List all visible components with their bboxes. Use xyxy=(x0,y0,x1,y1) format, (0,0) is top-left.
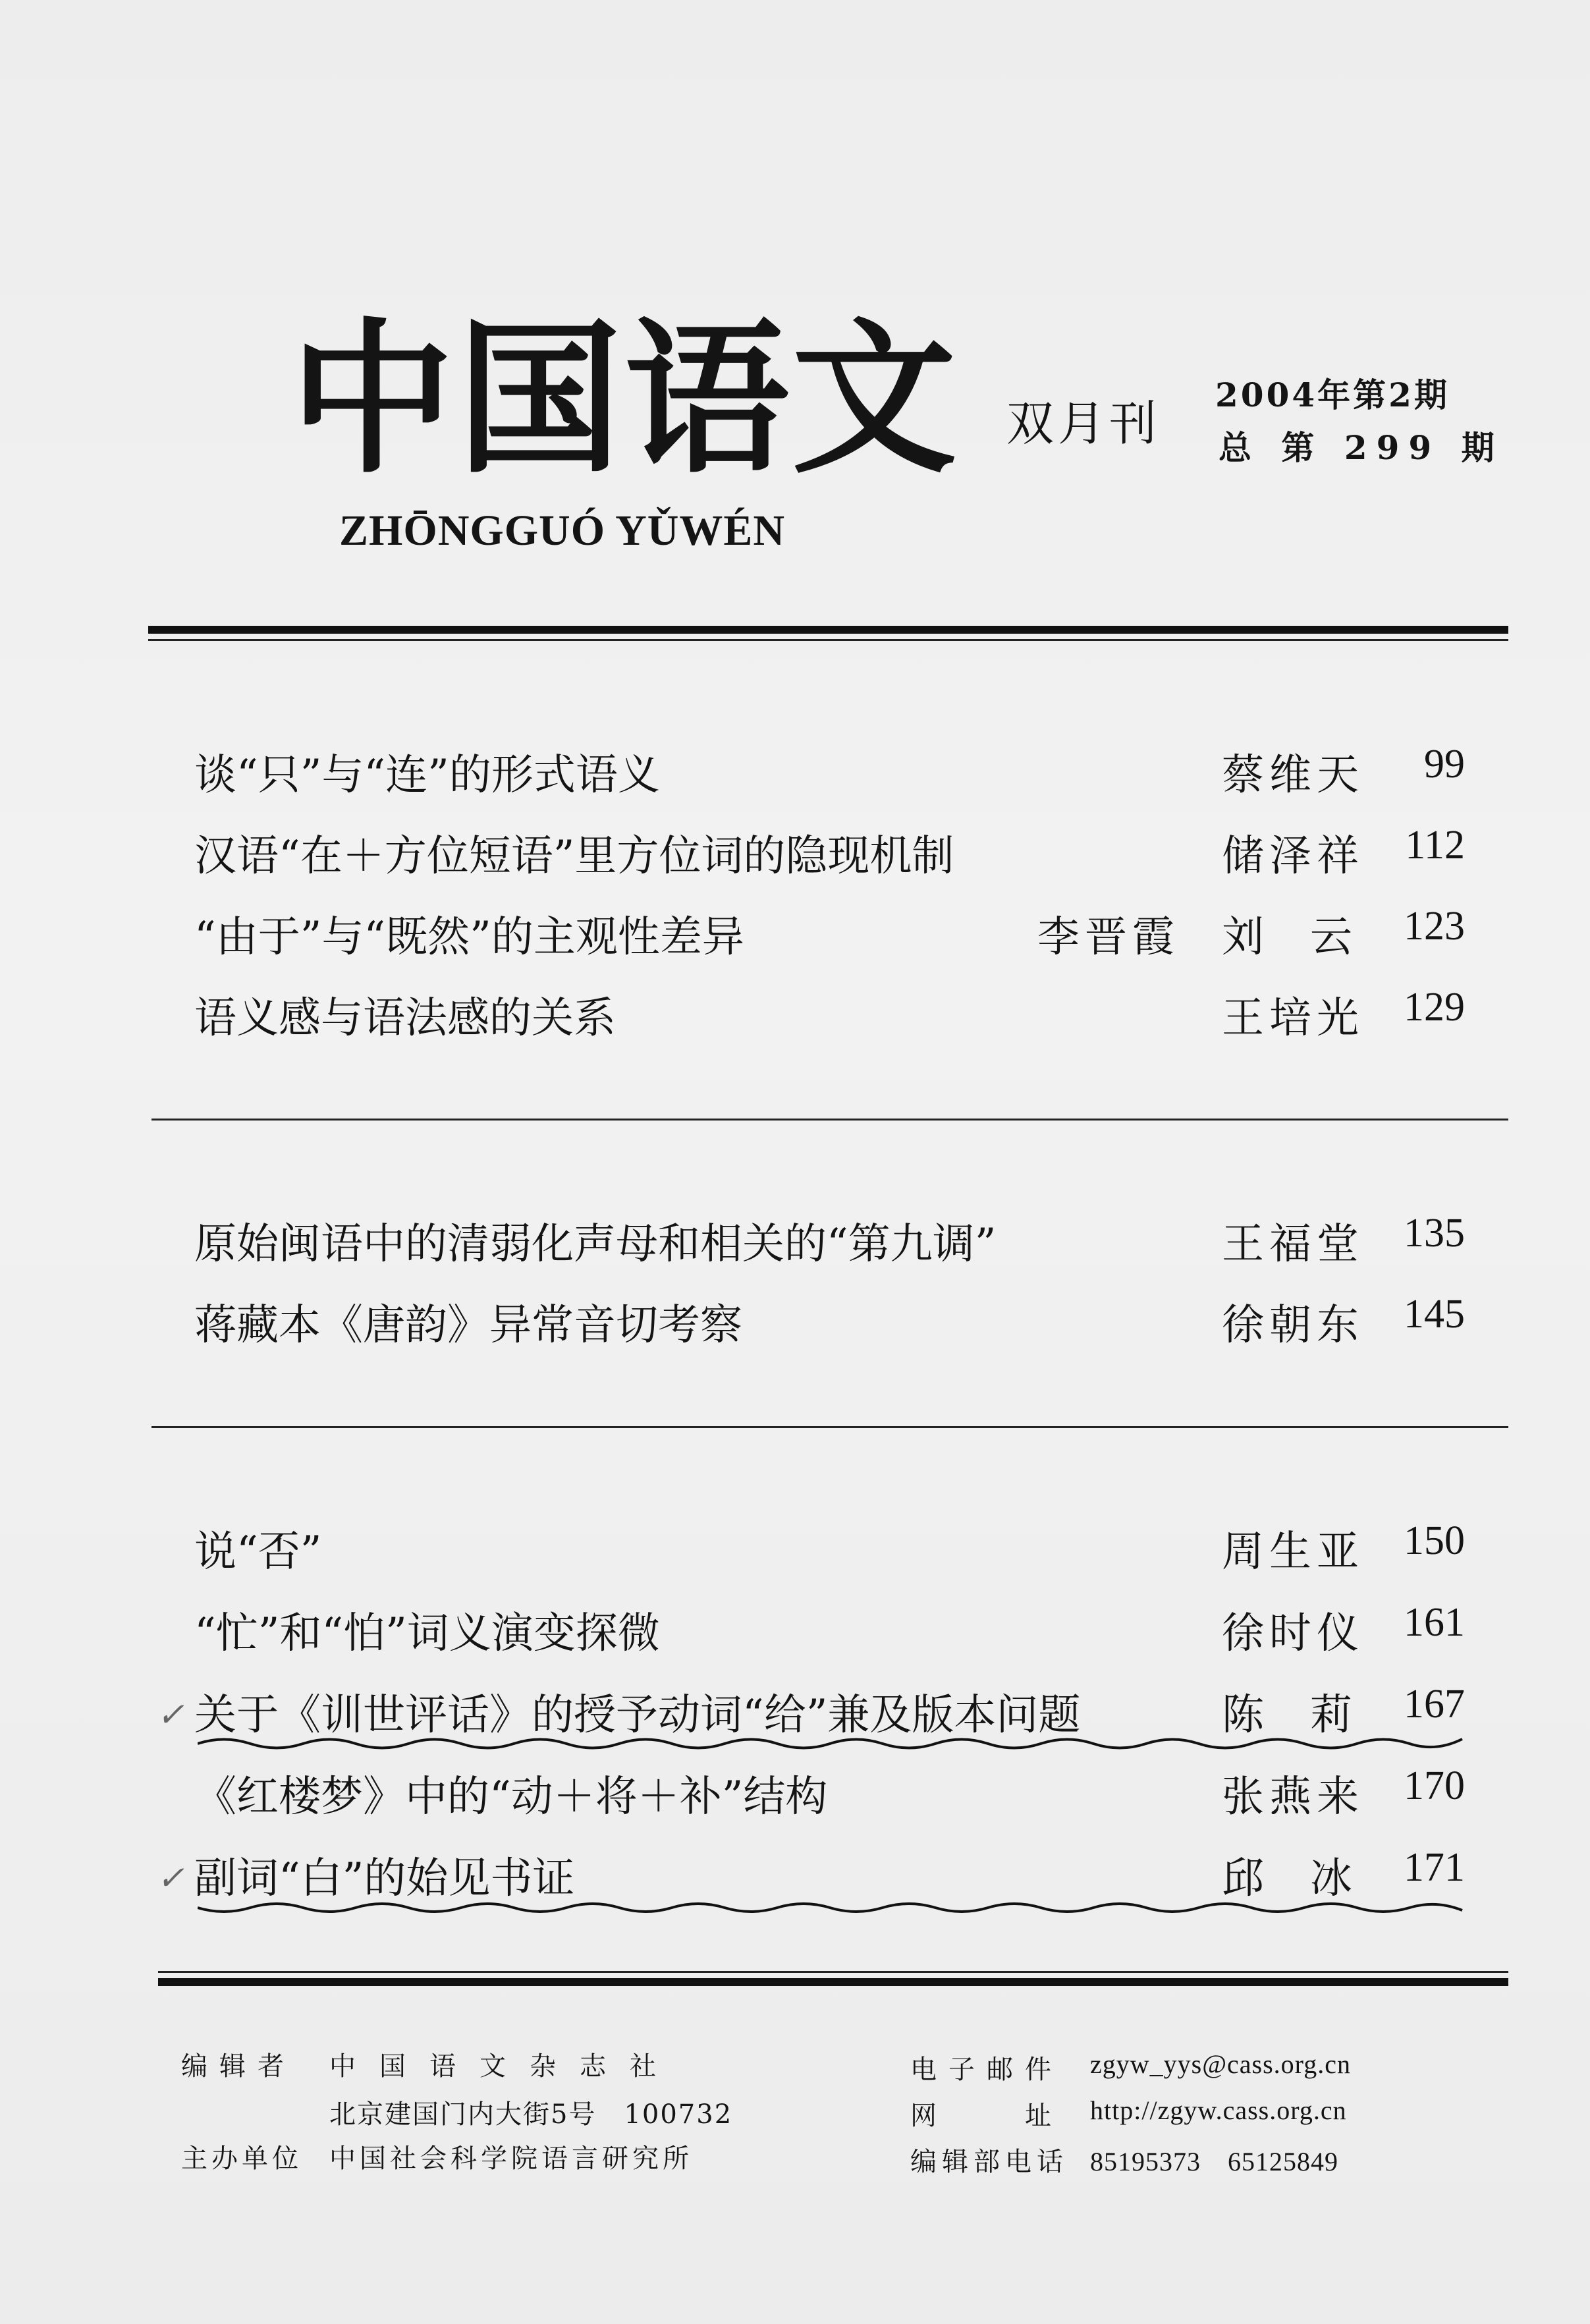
bottom-rule-thin xyxy=(158,1971,1508,1973)
section-divider xyxy=(151,1426,1508,1428)
handwritten-underline xyxy=(198,1898,1475,1918)
page-number: 129 xyxy=(1404,985,1465,1030)
issue-number: 2004年第2期 xyxy=(1215,375,1450,414)
total-issue-number: 总 第 299 期 xyxy=(1219,428,1504,467)
article-author: 徐时仪 xyxy=(1222,1609,1364,1658)
phone-value: 85195373 65125849 xyxy=(1090,2147,1338,2176)
article-title: 副词“白”的始见书证 xyxy=(194,1854,575,1903)
article-author: 陈莉 xyxy=(1222,1691,1398,1740)
bottom-rule-thick xyxy=(158,1978,1508,1986)
page-number: 112 xyxy=(1405,823,1465,868)
editor-address: 北京建国门内大街5号 100732 xyxy=(329,2099,733,2130)
top-rule-thick xyxy=(148,626,1508,634)
article-title: 原始闽语中的清弱化声母和相关的“第九调” xyxy=(194,1220,997,1269)
masthead-title: 中国语文 xyxy=(290,302,959,495)
editor-label: 编辑者 xyxy=(181,2051,296,2082)
check-mark-annotation: ✓ xyxy=(157,1696,184,1734)
publication-frequency: 双月刊 xyxy=(1006,396,1161,451)
toc-entry[interactable] xyxy=(0,903,1590,962)
toc-entry[interactable] xyxy=(0,1210,1590,1269)
article-title: 谈“只”与“连”的形式语义 xyxy=(194,751,660,800)
check-mark-annotation: ✓ xyxy=(157,1859,184,1897)
sponsor-value: 中国社会科学院语言研究所 xyxy=(329,2144,693,2174)
article-author: 张燕来 xyxy=(1222,1773,1364,1821)
phone-label: 编辑部电话 xyxy=(910,2147,1068,2177)
email-value[interactable]: zgyw_yys@cass.org.cn xyxy=(1090,2049,1352,2079)
article-title: 《红楼梦》中的“动＋将＋补”结构 xyxy=(194,1773,828,1821)
article-coauthor: 李晋霞 xyxy=(1037,913,1180,962)
article-title: 语义感与语法感的关系 xyxy=(194,994,616,1043)
editor-value: 中国语文杂志社 xyxy=(329,2051,680,2082)
article-author: 储泽祥 xyxy=(1222,832,1364,881)
page-number: 161 xyxy=(1404,1600,1465,1645)
page-number: 171 xyxy=(1404,1845,1465,1890)
article-author: 王培光 xyxy=(1222,994,1364,1043)
page-number: 99 xyxy=(1424,742,1465,787)
handwritten-underline xyxy=(198,1734,1475,1754)
article-author: 刘云 xyxy=(1222,913,1398,962)
toc-entry[interactable] xyxy=(0,1599,1590,1659)
masthead-romanization: ZHŌNGGUÓ YǓWÉN xyxy=(339,507,786,555)
toc-entry[interactable] xyxy=(0,1844,1590,1904)
toc-entry[interactable] xyxy=(0,741,1590,800)
page-number: 145 xyxy=(1404,1292,1465,1337)
article-title: 关于《训世评话》的授予动词“给”兼及版本问题 xyxy=(194,1691,1081,1740)
article-author: 周生亚 xyxy=(1222,1528,1364,1576)
toc-entry[interactable] xyxy=(0,984,1590,1043)
article-author: 邱冰 xyxy=(1222,1854,1398,1903)
section-divider xyxy=(151,1119,1508,1120)
email-label: 电子邮件 xyxy=(910,2055,1063,2085)
article-title: 蒋藏本《唐韵》异常音切考察 xyxy=(194,1301,742,1350)
page-number: 170 xyxy=(1404,1763,1465,1808)
article-title: 说“否” xyxy=(194,1528,322,1576)
toc-entry[interactable] xyxy=(0,1291,1590,1350)
toc-entry[interactable] xyxy=(0,822,1590,881)
website-label: 网 址 xyxy=(910,2101,1063,2131)
page-number: 150 xyxy=(1404,1518,1465,1563)
toc-entry[interactable] xyxy=(0,1681,1590,1740)
article-author: 蔡维天 xyxy=(1222,751,1364,800)
page-number: 123 xyxy=(1404,904,1465,949)
article-title: “由于”与“既然”的主观性差异 xyxy=(194,913,744,962)
toc-entry[interactable] xyxy=(0,1763,1590,1822)
toc-entry[interactable] xyxy=(0,1518,1590,1577)
page-number: 167 xyxy=(1404,1682,1465,1727)
top-rule-thin xyxy=(148,639,1508,641)
website-value[interactable]: http://zgyw.cass.org.cn xyxy=(1090,2095,1347,2125)
sponsor-label: 主办单位 xyxy=(181,2144,302,2174)
article-title: “忙”和“怕”词义演变探微 xyxy=(194,1609,660,1658)
article-author: 王福堂 xyxy=(1222,1220,1364,1269)
article-title: 汉语“在＋方位短语”里方位词的隐现机制 xyxy=(194,832,954,881)
article-author: 徐朝东 xyxy=(1222,1301,1364,1350)
page-number: 135 xyxy=(1404,1211,1465,1256)
